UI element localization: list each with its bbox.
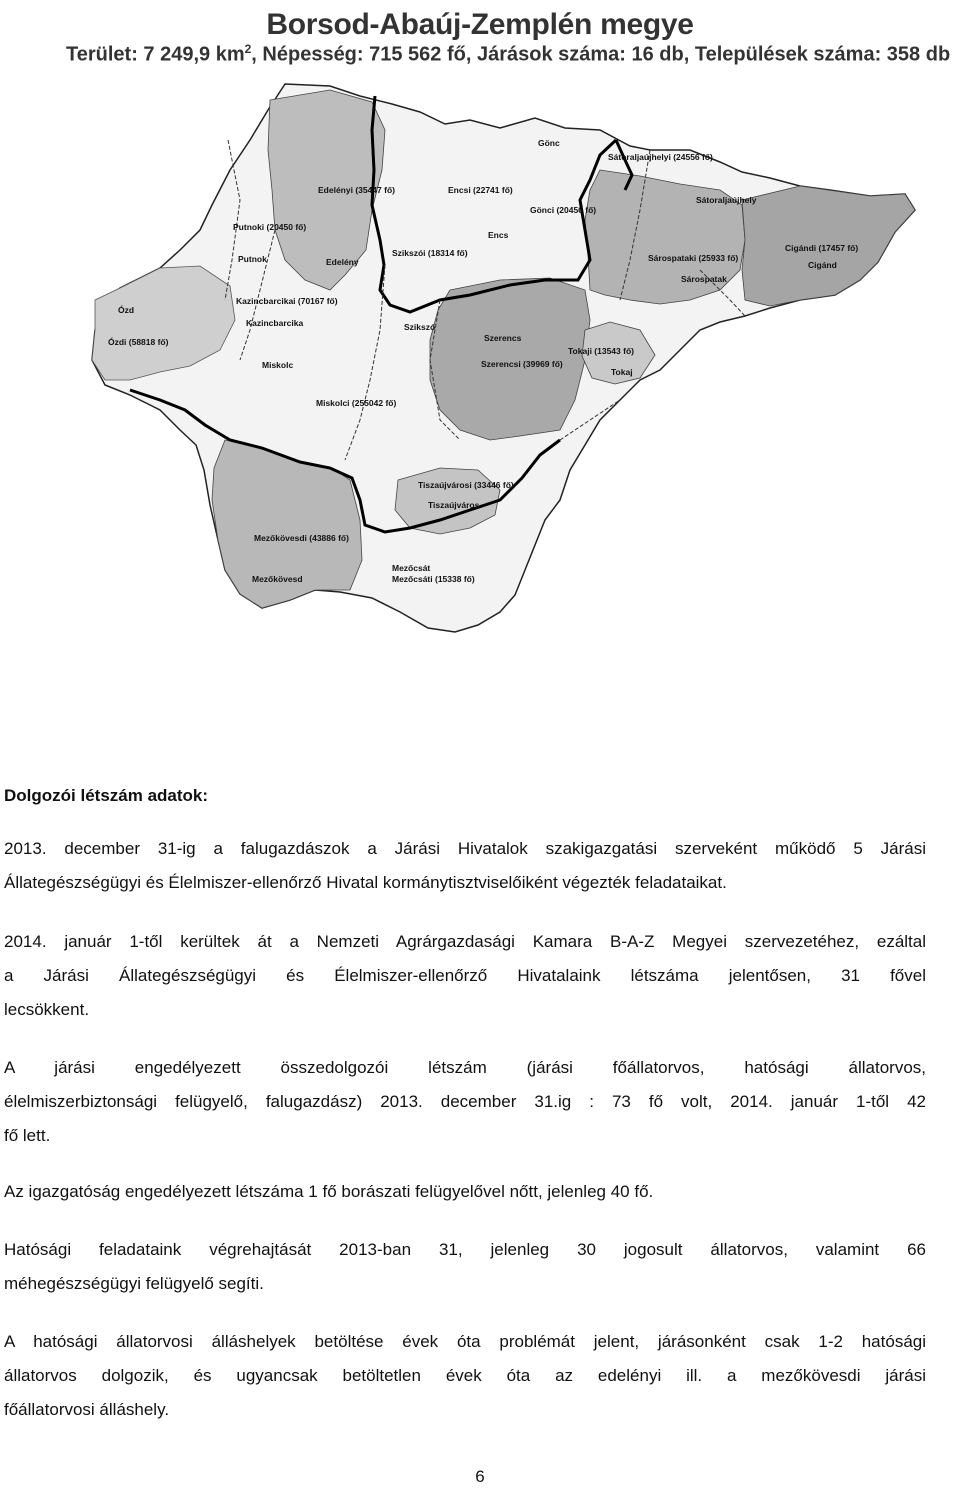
paragraph-line: 2013. december 31-ig a falugazdászok a Járási Hivatalok szakigazgatási szerveként működő 5 Járási bbox=[4, 839, 926, 858]
paragraph-line: állatorvos dolgozik, és ugyancsak betöltetlen évek óta az edelényi ill. a mezőkövesdi járási bbox=[4, 1366, 926, 1385]
map-label: Cigándi (17457 fő) bbox=[785, 243, 859, 253]
paragraph-line: főállatorvosi álláshely. bbox=[4, 1400, 170, 1419]
map-subtitle-rest: , Népesség: 715 562 fő, Járások száma: 16 db, Települések száma: 358 db bbox=[251, 43, 951, 66]
map-label: Gönci (20456 fő) bbox=[530, 205, 597, 215]
map-label: Ózd bbox=[118, 305, 135, 315]
map-label: Tokaji (13543 fő) bbox=[568, 346, 634, 356]
map-subtitle-main: Terület: 7 249,9 km bbox=[66, 43, 245, 66]
map-subtitle bbox=[66, 42, 950, 67]
paragraph-2013 bbox=[4, 832, 926, 900]
map-label: Encs bbox=[488, 230, 509, 240]
paragraph-vets bbox=[4, 1233, 926, 1301]
county-map bbox=[0, 70, 960, 700]
map-label: Encsi (22741 fő) bbox=[448, 185, 513, 195]
map-label: Cigánd bbox=[808, 260, 837, 270]
map-subtitle-superscript: 2 bbox=[244, 42, 252, 56]
map-label: Sárospataki (25933 fő) bbox=[648, 253, 739, 263]
map-label: Miskolci (255042 fő) bbox=[316, 398, 397, 408]
paragraph-line: Állategészségügyi és Élelmiszer-ellenőrző Hivatal kormánytisztviselőiként végezték feladataikat. bbox=[4, 873, 727, 892]
map-label: Sárospatak bbox=[681, 274, 727, 284]
map-label: Miskolc bbox=[262, 360, 294, 370]
paragraph-line: Hatósági feladataink végrehajtását 2013-ban 31, jelenleg 30 jogosult állatorvos, valamint 66 bbox=[4, 1240, 926, 1259]
map-label: Tokaj bbox=[611, 367, 633, 377]
map-label: Kazincbarcikai (70167 fő) bbox=[236, 296, 338, 306]
map-label: Mezőkövesdi (43886 fő) bbox=[254, 533, 349, 543]
map-label: Szikszó bbox=[404, 322, 436, 332]
paragraph-line: A járási engedélyezett összedolgozói létszám (járási főállatorvos, hatósági állatorvos, bbox=[4, 1058, 926, 1077]
map-label: Mezőcsáti (15338 fő) bbox=[392, 574, 475, 584]
paragraph-headcount bbox=[4, 1051, 926, 1153]
paragraph-directorate bbox=[4, 1175, 926, 1209]
map-label: Ózdi (58818 fő) bbox=[108, 337, 169, 347]
map-label: Mezőkövesd bbox=[252, 574, 303, 584]
paragraph-line: élelmiszerbiztonsági felügyelő, falugazdász) 2013. december 31.ig : 73 fő volt, 2014. január 1-től 42 bbox=[4, 1092, 926, 1111]
section-heading: Dolgozói létszám adatok: bbox=[4, 786, 209, 805]
paragraph-line: fő lett. bbox=[4, 1126, 51, 1145]
map-title: Borsod-Abaúj-Zemplén megye bbox=[266, 8, 694, 41]
map-label: Kazincbarcika bbox=[246, 318, 304, 328]
map-label: Szerencs bbox=[484, 333, 522, 343]
paragraph-line: a Járási Állategészségügyi és Élelmiszer-ellenőrző Hivatalaink létszáma jelentősen, 31 fővel bbox=[4, 966, 926, 985]
map-label: Tiszaújvárosi (33446 fő) bbox=[418, 480, 514, 490]
map-label: Edelényi (35447 fő) bbox=[318, 185, 396, 195]
paragraph-vacancies bbox=[4, 1325, 926, 1427]
map-label: Gönc bbox=[538, 138, 560, 148]
map-label: Szikszói (18314 fő) bbox=[392, 248, 468, 258]
map-label: Sátoraljaújhelyi (24556 fő) bbox=[608, 152, 713, 162]
page-number: 6 bbox=[475, 1467, 485, 1486]
paragraph-line: méhegészségügyi felügyelő segíti. bbox=[4, 1274, 264, 1293]
map-label: Tiszaújváros bbox=[428, 500, 480, 510]
map-label: Mezőcsát bbox=[392, 563, 431, 573]
paragraph-line: lecsökkent. bbox=[4, 1000, 90, 1019]
map-label: Sátoraljaújhely bbox=[696, 195, 757, 205]
map-label: Putnok bbox=[238, 254, 267, 264]
paragraph-line: 2014. január 1-től kerültek át a Nemzeti Agrárgazdasági Kamara B-A-Z Megyei szervezetéhez, ezáltal bbox=[4, 932, 926, 951]
map-label: Edelény bbox=[326, 257, 359, 267]
paragraph-2014 bbox=[4, 925, 926, 1027]
map-label: Szerencsi (39969 fő) bbox=[481, 359, 563, 369]
paragraph-line: A hatósági állatorvosi álláshelyek betöltése évek óta problémát jelent, járásonként csak 1-2 hatósági bbox=[4, 1332, 926, 1351]
map-label: Putnoki (20450 fő) bbox=[233, 222, 307, 232]
county-map-svg bbox=[0, 70, 960, 700]
paragraph-line: Az igazgatóság engedélyezett létszáma 1 fő borászati felügyelővel nőtt, jelenleg 40 fő. bbox=[4, 1182, 654, 1201]
